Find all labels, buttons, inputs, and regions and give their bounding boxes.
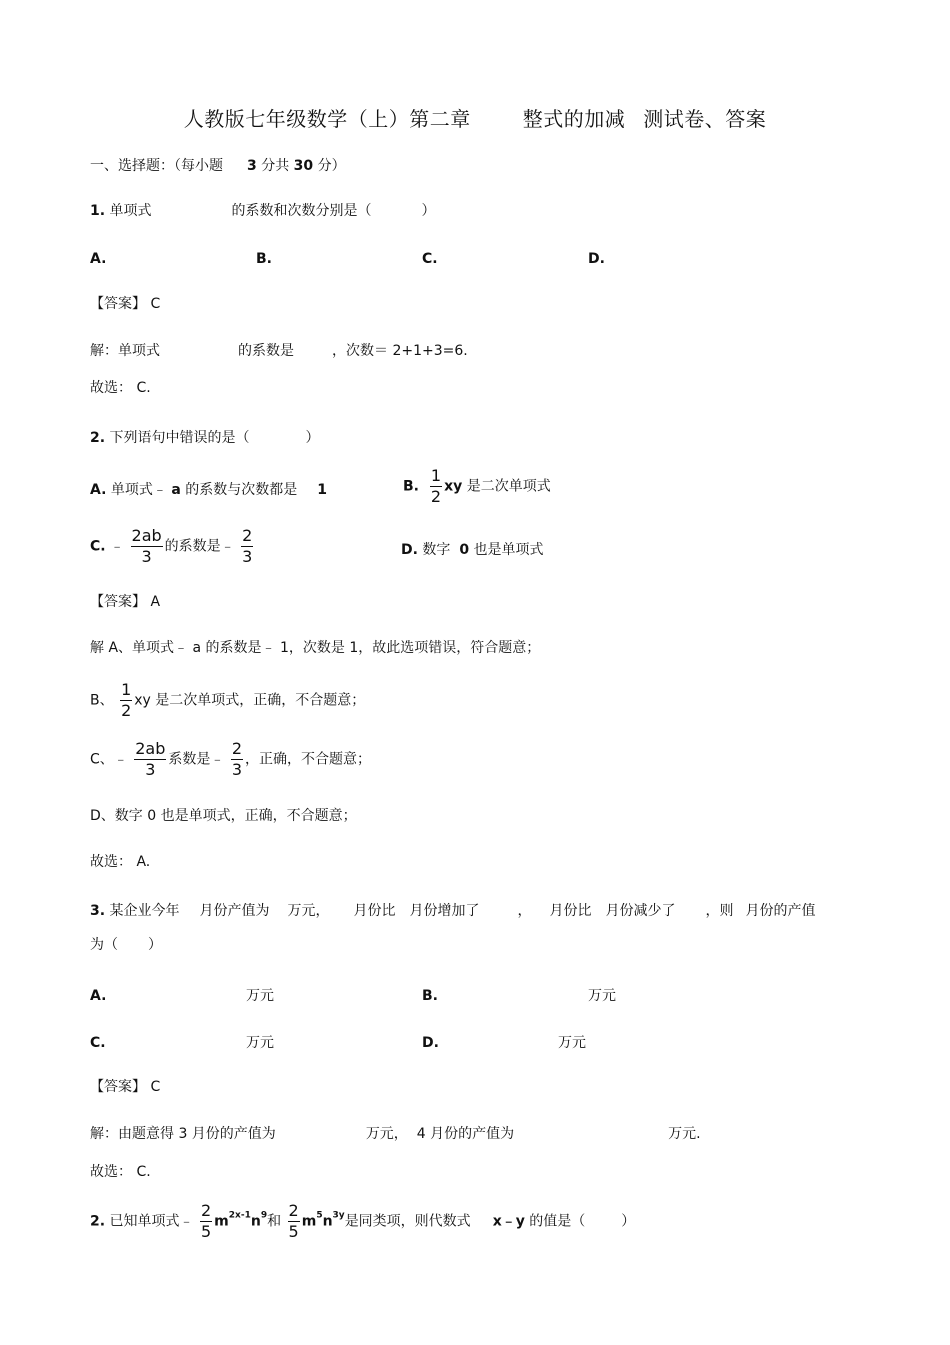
title-part-2: 整式的加减 [522,107,626,131]
q3-answer: 【答案】 C [90,1079,161,1095]
fraction: $\frac{1}{2}$ [121,680,132,720]
question-number: 1 [90,203,100,219]
q3-option-c: C. [90,1035,106,1051]
fraction: $\frac{1}{2}$ [430,466,442,506]
question-2: 2. 下列语句中错误的是（ ） [90,430,320,446]
q3-option-a-unit: 万元 [246,988,274,1004]
page-title [0,103,950,132]
q3-option-a: A. [90,988,107,1004]
fraction: $\frac{2}{5}$ [288,1201,299,1241]
q2-solution-d: D、数字 0 也是单项式，正确，不合题意； [90,808,357,824]
fraction: $\frac{2}{3}$ [231,739,243,779]
q2-option-d: D. 数字 0 也是单项式 [401,542,544,558]
q2-solution-a: 解 A、单项式﹣ a 的系数是﹣ 1，次数是 1，故此选项错误，符合题意； [90,640,541,656]
q1-solution: 解：单项式 的系数是 ，次数＝ 2+1+3=6. [90,343,468,359]
q3-option-d-unit: 万元 [558,1035,586,1051]
q3-solution: 解：由题意得 3 月份的产值为 万元， 4 月份的产值为 万元. [90,1126,701,1142]
q2-solution-c: C、﹣ $\frac{2ab}{3}$ 系数是﹣ $\frac{2}{3}$ ，正确，不合题意； [90,739,372,779]
q3-option-d: D. [422,1035,439,1051]
question-number: 2 [90,1213,100,1230]
title-part-1: 人教版七年级数学（上）第二章 [183,107,471,131]
question-1: 1. 单项式 的系数和次数分别是（ ） [90,203,436,219]
q1-option-b: B. [256,251,272,267]
question-3-cont: 为（ ） [90,937,162,953]
question-3: 3. 某企业今年 月份产值为 万元， 月份比 月份增加了 ， 月份比 月份减少了 ，则 月份的产值 [90,903,816,919]
q3-option-b: B. [422,988,438,1004]
question-number: 3 [90,903,100,919]
q3-option-b-unit: 万元 [588,988,616,1004]
question-4: 2. 已知单项式﹣ $\frac{2}{5}$ $m^{2x-1}n^9$和 $\frac{2}{5}$ $m^5n^{3y}$是同类项，则代数式 x﹣y 的值是（ ） [90,1201,636,1241]
q2-answer: 【答案】 A [90,594,161,610]
question-number: 2 [90,430,100,446]
q2-option-c: C. ﹣ $\frac{2ab}{3}$ 的系数是﹣ $\frac{2}{3}$ [90,526,253,566]
q2-option-a: A. 单项式﹣ a 的系数与次数都是 1 [90,482,327,498]
q2-option-b: B. $\frac{1}{2}$ xy 是二次单项式 [403,466,551,506]
fraction: $\frac{2}{5}$ [200,1201,212,1241]
q3-option-c-unit: 万元 [246,1035,274,1051]
fraction: $\frac{2ab}{3}$ [131,526,162,566]
q1-option-c: C. [422,251,438,267]
q1-choose: 故选： C. [90,380,151,396]
fraction: $\frac{2ab}{3}$ [135,739,166,779]
q3-choose: 故选： C. [90,1164,151,1180]
fraction: $\frac{2}{3}$ [242,526,253,566]
title-part-3: 测试卷、答案 [643,107,767,131]
q2-choose: 故选： A. [90,854,151,870]
q1-option-d: D. [588,251,605,267]
q1-answer: 【答案】 C [90,296,161,312]
q2-solution-b: B、 $\frac{1}{2}$ xy 是二次单项式，正确，不合题意； [90,680,366,720]
q1-option-a: A. [90,251,107,267]
section-header: 一、选择题：（每小题 3 分共 30 分） [90,158,346,174]
